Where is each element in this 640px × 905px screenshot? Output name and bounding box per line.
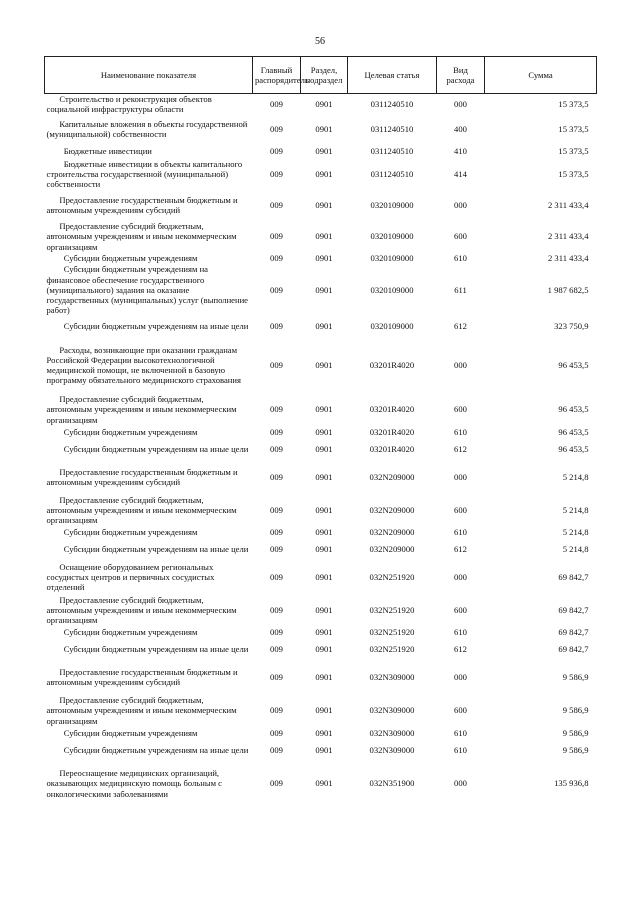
row-article: 0320109000 bbox=[370, 321, 414, 332]
table-row bbox=[45, 493, 597, 526]
row-section: 0901 bbox=[315, 253, 333, 264]
row-article: 032N351900 bbox=[369, 778, 415, 789]
row-name bbox=[45, 264, 253, 315]
row-name-text: Капитальные вложения в объекты государственной (муниципальной) собственности bbox=[46, 119, 250, 140]
row-article: 0320109000 bbox=[370, 231, 414, 242]
page-number: 56 bbox=[315, 36, 325, 47]
row-section: 0901 bbox=[315, 146, 333, 157]
row-article: 032N251920 bbox=[369, 604, 415, 615]
row-sum: 135 936,8 bbox=[554, 778, 589, 789]
header-expense: Вид расхода bbox=[437, 57, 485, 94]
row-name bbox=[45, 460, 253, 493]
row-sum: 15 373,5 bbox=[558, 124, 589, 135]
row-grbs: 009 bbox=[270, 644, 283, 655]
row-section: 0901 bbox=[315, 778, 333, 789]
row-section: 0901 bbox=[315, 321, 333, 332]
table-row bbox=[45, 638, 597, 660]
row-grbs: 009 bbox=[270, 168, 283, 179]
row-expense: 610 bbox=[454, 427, 467, 438]
row-expense: 000 bbox=[454, 99, 467, 110]
table-row bbox=[45, 526, 597, 538]
row-name bbox=[45, 94, 253, 115]
table-row bbox=[45, 693, 597, 727]
row-name-text: Субсидии бюджетным учреждениям на иные цели bbox=[46, 444, 249, 455]
row-expense: 400 bbox=[454, 124, 467, 135]
row-name-text: Субсидии бюджетным учреждениям bbox=[46, 527, 198, 538]
row-name-text: Предоставление субсидий бюджетным, автономным учреждениям и иным некоммерческим организациям bbox=[46, 494, 239, 526]
row-name bbox=[45, 693, 253, 727]
row-article: 032N209000 bbox=[369, 544, 415, 555]
row-name bbox=[45, 158, 253, 189]
row-grbs: 009 bbox=[270, 359, 283, 370]
row-grbs: 009 bbox=[270, 146, 283, 157]
header-name: Наименование показателя bbox=[45, 57, 253, 94]
row-grbs: 009 bbox=[270, 284, 283, 295]
row-sum: 15 373,5 bbox=[558, 146, 589, 157]
budget-table bbox=[44, 56, 597, 805]
row-expense: 000 bbox=[454, 778, 467, 789]
row-sum: 69 842,7 bbox=[558, 644, 589, 655]
row-grbs: 009 bbox=[270, 124, 283, 135]
table-row bbox=[45, 315, 597, 337]
row-section: 0901 bbox=[315, 231, 333, 242]
row-article: 032N251920 bbox=[369, 627, 415, 638]
row-article: 0311240510 bbox=[370, 124, 414, 135]
row-sum: 69 842,7 bbox=[558, 604, 589, 615]
row-sum: 96 453,5 bbox=[558, 427, 589, 438]
row-section: 0901 bbox=[315, 527, 333, 538]
row-name-text: Строительство и реконструкция объектов социальной инфраструктуры области bbox=[46, 94, 214, 115]
row-sum: 69 842,7 bbox=[558, 571, 589, 582]
row-expense: 612 bbox=[454, 544, 467, 555]
row-expense: 600 bbox=[454, 404, 467, 415]
row-section: 0901 bbox=[315, 671, 333, 682]
row-section: 0901 bbox=[315, 644, 333, 655]
row-name bbox=[45, 638, 253, 660]
row-expense: 612 bbox=[454, 444, 467, 455]
row-sum: 15 373,5 bbox=[558, 168, 589, 179]
row-sum: 5 214,8 bbox=[562, 527, 589, 538]
row-sum: 96 453,5 bbox=[558, 359, 589, 370]
row-section: 0901 bbox=[315, 444, 333, 455]
row-article: 0320109000 bbox=[370, 199, 414, 210]
row-grbs: 009 bbox=[270, 745, 283, 756]
table-body bbox=[45, 94, 597, 806]
row-name-text: Предоставление государственным бюджетным и автономным учреждениям субсидий bbox=[46, 666, 240, 687]
row-name bbox=[45, 727, 253, 739]
row-name bbox=[45, 144, 253, 158]
row-grbs: 009 bbox=[270, 504, 283, 515]
row-sum: 2 311 433,4 bbox=[547, 231, 589, 242]
row-name bbox=[45, 114, 253, 144]
row-name-text: Предоставление государственным бюджетным и автономным учреждениям субсидий bbox=[46, 194, 240, 215]
row-name bbox=[45, 660, 253, 693]
row-sum: 5 214,8 bbox=[562, 471, 589, 482]
row-name-text: Субсидии бюджетным учреждениям на финансовое обеспечение государственного (муниципального) задания на оказание государственных (муниципальных) услуг (выполнение работ) bbox=[46, 264, 251, 316]
row-grbs: 009 bbox=[270, 627, 283, 638]
row-name bbox=[45, 337, 253, 392]
row-article: 0320109000 bbox=[370, 253, 414, 264]
row-name bbox=[45, 426, 253, 438]
table-row bbox=[45, 626, 597, 638]
table-row bbox=[45, 392, 597, 426]
row-name-text: Субсидии бюджетным учреждениям на иные цели bbox=[46, 745, 249, 756]
row-sum: 9 586,9 bbox=[562, 705, 589, 716]
row-article: 0311240510 bbox=[370, 146, 414, 157]
row-section: 0901 bbox=[315, 627, 333, 638]
row-article: 032N209000 bbox=[369, 527, 415, 538]
row-sum: 15 373,5 bbox=[558, 99, 589, 110]
row-article: 032N251920 bbox=[369, 571, 415, 582]
row-article: 032N209000 bbox=[369, 471, 415, 482]
row-name bbox=[45, 626, 253, 638]
table-row bbox=[45, 252, 597, 264]
row-expense: 000 bbox=[454, 471, 467, 482]
row-name-text: Предоставление государственным бюджетным и автономным учреждениям субсидий bbox=[46, 466, 240, 487]
row-expense: 000 bbox=[454, 199, 467, 210]
table-row bbox=[45, 538, 597, 560]
row-name bbox=[45, 761, 253, 805]
row-name-text: Расходы, возникающие при оказании гражданам Российской Федерации высокотехнологичной медицинской помощи, не включенной в базовую программу обязательного медицинского страхования bbox=[46, 344, 241, 386]
row-article: 032N209000 bbox=[369, 504, 415, 515]
row-name bbox=[45, 493, 253, 526]
row-article: 032N309000 bbox=[369, 745, 415, 756]
row-section: 0901 bbox=[315, 705, 333, 716]
row-name-text: Предоставление субсидий бюджетным, автономным учреждениям и иным некоммерческим организациям bbox=[46, 594, 239, 626]
row-sum: 5 214,8 bbox=[562, 544, 589, 555]
row-name-text: Предоставление субсидий бюджетным, автономным учреждениям и иным некоммерческим организациям bbox=[46, 221, 239, 252]
row-name-text: Переоснащение медицинских организаций, оказывающих медицинскую помощь больным с онкологическими заболеваниями bbox=[46, 768, 225, 799]
row-section: 0901 bbox=[315, 571, 333, 582]
table-row bbox=[45, 114, 597, 144]
row-article: 032N251920 bbox=[369, 644, 415, 655]
row-expense: 610 bbox=[454, 527, 467, 538]
table-header bbox=[45, 57, 597, 94]
row-section: 0901 bbox=[315, 359, 333, 370]
row-grbs: 009 bbox=[270, 571, 283, 582]
row-article: 0311240510 bbox=[370, 99, 414, 110]
row-name-text: Субсидии бюджетным учреждениям bbox=[46, 253, 198, 264]
row-article: 032N309000 bbox=[369, 728, 415, 739]
row-grbs: 009 bbox=[270, 544, 283, 555]
row-name-text: Субсидии бюджетным учреждениям на иные цели bbox=[46, 644, 249, 655]
row-section: 0901 bbox=[315, 404, 333, 415]
row-article: 0320109000 bbox=[370, 284, 414, 295]
table-row bbox=[45, 144, 597, 158]
row-grbs: 009 bbox=[270, 253, 283, 264]
table-row bbox=[45, 438, 597, 460]
row-sum: 9 586,9 bbox=[562, 671, 589, 682]
row-article: 03201R4020 bbox=[369, 444, 415, 455]
row-name bbox=[45, 252, 253, 264]
row-expense: 410 bbox=[454, 146, 467, 157]
row-name-text: Предоставление субсидий бюджетным, автономным учреждениям и иным некоммерческим организациям bbox=[46, 394, 239, 425]
row-name-text: Субсидии бюджетным учреждениям на иные цели bbox=[46, 321, 249, 332]
row-name-text: Оснащение оборудованием региональных сосудистых центров и первичных сосудистых отделений bbox=[46, 561, 217, 593]
row-sum: 1 987 682,5 bbox=[547, 284, 589, 295]
header-grbs: Главный распорядитель bbox=[253, 57, 301, 94]
row-sum: 9 586,9 bbox=[562, 745, 589, 756]
row-expense: 600 bbox=[454, 705, 467, 716]
row-section: 0901 bbox=[315, 427, 333, 438]
row-expense: 610 bbox=[454, 627, 467, 638]
row-expense: 600 bbox=[454, 604, 467, 615]
row-name-text: Бюджетные инвестиции bbox=[46, 146, 152, 157]
header-section: Раздел, подраздел bbox=[301, 57, 348, 94]
row-section: 0901 bbox=[315, 168, 333, 179]
row-grbs: 009 bbox=[270, 427, 283, 438]
row-name bbox=[45, 438, 253, 460]
table-row bbox=[45, 337, 597, 392]
table-row bbox=[45, 739, 597, 761]
row-section: 0901 bbox=[315, 199, 333, 210]
row-name-text: Субсидии бюджетным учреждениям bbox=[46, 627, 198, 638]
row-section: 0901 bbox=[315, 284, 333, 295]
row-article: 032N309000 bbox=[369, 705, 415, 716]
row-sum: 2 311 433,4 bbox=[547, 199, 589, 210]
row-article: 0311240510 bbox=[370, 168, 414, 179]
row-grbs: 009 bbox=[270, 404, 283, 415]
row-expense: 000 bbox=[454, 671, 467, 682]
row-section: 0901 bbox=[315, 544, 333, 555]
row-expense: 414 bbox=[454, 168, 467, 179]
table-row bbox=[45, 220, 597, 252]
row-grbs: 009 bbox=[270, 99, 283, 110]
row-name bbox=[45, 593, 253, 626]
table-row bbox=[45, 560, 597, 593]
table-row bbox=[45, 593, 597, 626]
table-row bbox=[45, 660, 597, 693]
row-section: 0901 bbox=[315, 99, 333, 110]
row-sum: 96 453,5 bbox=[558, 444, 589, 455]
row-expense: 610 bbox=[454, 728, 467, 739]
row-name bbox=[45, 526, 253, 538]
row-grbs: 009 bbox=[270, 604, 283, 615]
row-name-text: Предоставление субсидий бюджетным, автономным учреждениям и иным некоммерческим организациям bbox=[46, 695, 239, 726]
header-article: Целевая статья bbox=[348, 57, 437, 94]
table-row bbox=[45, 727, 597, 739]
table-row bbox=[45, 158, 597, 189]
row-name-text: Бюджетные инвестиции в объекты капитального строительства государственной (муниципальной) собственности bbox=[46, 158, 245, 189]
row-name bbox=[45, 189, 253, 220]
row-grbs: 009 bbox=[270, 705, 283, 716]
table-row bbox=[45, 761, 597, 805]
row-expense: 000 bbox=[454, 571, 467, 582]
row-grbs: 009 bbox=[270, 321, 283, 332]
row-section: 0901 bbox=[315, 471, 333, 482]
row-grbs: 009 bbox=[270, 527, 283, 538]
row-sum: 323 750,9 bbox=[554, 321, 589, 332]
row-name bbox=[45, 315, 253, 337]
row-sum: 69 842,7 bbox=[558, 627, 589, 638]
row-sum: 9 586,9 bbox=[562, 728, 589, 739]
row-name bbox=[45, 538, 253, 560]
row-article: 032N309000 bbox=[369, 671, 415, 682]
row-sum: 96 453,5 bbox=[558, 404, 589, 415]
row-article: 03201R4020 bbox=[369, 359, 415, 370]
row-article: 03201R4020 bbox=[369, 427, 415, 438]
row-name-text: Субсидии бюджетным учреждениям на иные цели bbox=[46, 544, 249, 555]
row-name bbox=[45, 560, 253, 593]
header-sum: Сумма bbox=[485, 57, 597, 94]
row-expense: 611 bbox=[454, 284, 467, 295]
row-grbs: 009 bbox=[270, 231, 283, 242]
row-name-text: Субсидии бюджетным учреждениям bbox=[46, 427, 198, 438]
row-expense: 612 bbox=[454, 644, 467, 655]
row-name bbox=[45, 220, 253, 252]
table-row bbox=[45, 426, 597, 438]
row-sum: 2 311 433,4 bbox=[547, 253, 589, 264]
row-grbs: 009 bbox=[270, 199, 283, 210]
table-row bbox=[45, 264, 597, 315]
row-section: 0901 bbox=[315, 504, 333, 515]
row-grbs: 009 bbox=[270, 671, 283, 682]
row-grbs: 009 bbox=[270, 728, 283, 739]
row-article: 03201R4020 bbox=[369, 404, 415, 415]
table-row bbox=[45, 94, 597, 115]
row-section: 0901 bbox=[315, 728, 333, 739]
row-section: 0901 bbox=[315, 124, 333, 135]
row-section: 0901 bbox=[315, 745, 333, 756]
table-row bbox=[45, 189, 597, 220]
row-expense: 000 bbox=[454, 359, 467, 370]
row-grbs: 009 bbox=[270, 778, 283, 789]
row-expense: 612 bbox=[454, 321, 467, 332]
row-name bbox=[45, 739, 253, 761]
table-row bbox=[45, 460, 597, 493]
row-name-text: Субсидии бюджетным учреждениям bbox=[46, 728, 198, 739]
row-expense: 610 bbox=[454, 253, 467, 264]
row-grbs: 009 bbox=[270, 444, 283, 455]
row-sum: 5 214,8 bbox=[562, 504, 589, 515]
row-grbs: 009 bbox=[270, 471, 283, 482]
row-expense: 610 bbox=[454, 745, 467, 756]
row-name bbox=[45, 392, 253, 426]
row-section: 0901 bbox=[315, 604, 333, 615]
row-expense: 600 bbox=[454, 231, 467, 242]
row-expense: 600 bbox=[454, 504, 467, 515]
